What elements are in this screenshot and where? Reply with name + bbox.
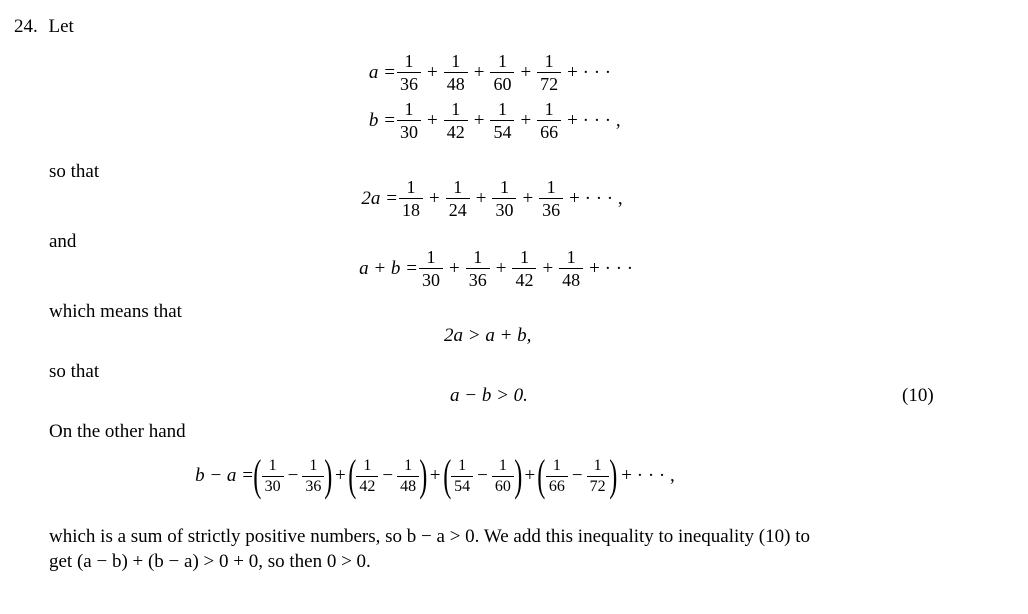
problem-header: [14, 16, 74, 38]
text-and: and: [49, 231, 77, 252]
plus-sign: +: [520, 61, 532, 83]
text-other-hand: On the other hand: [49, 421, 186, 442]
fraction: $\frac{1}{60}$: [492, 458, 514, 495]
right-paren: ): [419, 451, 428, 500]
fraction: $\frac{1}{72}$: [537, 52, 561, 93]
fraction: 1 66: [546, 458, 568, 495]
series-tail: + · · ·: [567, 61, 612, 83]
left-paren: (: [537, 451, 546, 500]
plus-sign: +: [429, 187, 440, 209]
equation-a-plus-b-lhs: a + b =: [359, 257, 418, 279]
plus-sign: +: [427, 109, 438, 131]
fraction: $\frac{1}{36}$: [397, 52, 421, 93]
fraction: $\frac{1}{60}$: [490, 52, 514, 93]
plus-sign: +: [522, 187, 534, 209]
fraction: $\frac{1}{42}$: [444, 100, 468, 141]
right-paren: ): [608, 451, 617, 500]
minus-sign: −: [287, 465, 299, 486]
fraction: $\frac{1}{48}$: [444, 52, 468, 93]
plus-sign: +: [524, 465, 536, 486]
series-tail: + · · · ,: [569, 187, 623, 209]
problem-number: 24.: [14, 16, 38, 37]
plus-sign: +: [520, 109, 532, 131]
text-so-that-1: so that: [49, 161, 100, 182]
minus-sign: −: [382, 465, 394, 486]
plus-sign: +: [429, 465, 441, 486]
equation-b-minus-a: [184, 451, 680, 500]
equation-a: [356, 52, 616, 93]
equation-a-plus-b: [344, 248, 638, 289]
fraction: $\frac{1}{42}$: [512, 248, 536, 289]
equation-2a-lhs: 2a =: [361, 187, 398, 209]
plus-sign: +: [542, 257, 554, 279]
right-paren: ): [514, 451, 523, 500]
left-paren: (: [348, 451, 357, 500]
fraction: $\frac{1}{30}$: [492, 178, 516, 219]
plus-sign: +: [473, 61, 485, 83]
series-tail: + · · · ,: [621, 465, 675, 486]
equation-b: [356, 100, 626, 141]
equation-b-lhs: b =: [368, 109, 396, 131]
text-which-means: which means that: [49, 301, 182, 322]
left-paren: (: [442, 451, 451, 500]
fraction: 1 30: [262, 458, 284, 495]
fraction: $\frac{1}{66}$: [537, 100, 561, 141]
fraction: $\frac{1}{30}$: [419, 248, 443, 289]
inequality-a-minus-b: a − b > 0.: [450, 385, 528, 406]
minus-sign: −: [477, 465, 488, 486]
fraction: $\frac{1}{24}$: [446, 178, 470, 219]
fraction: $\frac{1}{72}$: [587, 458, 609, 495]
fraction: $\frac{1}{30}$: [397, 100, 421, 141]
plus-sign: +: [335, 465, 346, 486]
fraction: 1 54: [451, 458, 473, 495]
plus-sign: +: [475, 187, 487, 209]
fraction: $\frac{1}{36}$: [466, 248, 490, 289]
fraction: 1 42: [356, 458, 378, 495]
fraction: $\frac{1}{54}$: [490, 100, 514, 141]
plus-sign: +: [449, 257, 460, 279]
fraction: $\frac{1}{36}$: [302, 458, 324, 495]
intro-word: Let: [48, 16, 74, 37]
fraction: $\frac{1}{36}$: [539, 178, 563, 219]
series-tail: + · · ·: [589, 257, 634, 279]
fraction: $\frac{1}{18}$: [399, 178, 423, 219]
left-paren: (: [253, 451, 262, 500]
inequality-2a-gt-a-plus-b: 2a > a + b,: [444, 325, 532, 346]
fraction: $\frac{1}{48}$: [397, 458, 419, 495]
closing-line-1: which is a sum of strictly positive numbers, so b − a > 0. We add this inequality to inequality (10) to: [49, 526, 810, 547]
plus-sign: +: [495, 257, 507, 279]
closing-line-2: get (a − b) + (b − a) > 0 + 0, so then 0 > 0.: [49, 551, 371, 572]
right-paren: ): [324, 451, 333, 500]
series-tail: + · · · ,: [567, 109, 621, 131]
plus-sign: +: [427, 61, 438, 83]
equation-number: (10): [902, 385, 934, 406]
equation-b-minus-a-lhs: b − a =: [195, 465, 254, 486]
equation-a-lhs: a =: [368, 61, 396, 83]
text-so-that-2: so that: [49, 361, 100, 382]
minus-sign: −: [571, 465, 583, 486]
plus-sign: +: [473, 109, 485, 131]
fraction: $\frac{1}{48}$: [559, 248, 583, 289]
equation-2a: [346, 178, 628, 219]
